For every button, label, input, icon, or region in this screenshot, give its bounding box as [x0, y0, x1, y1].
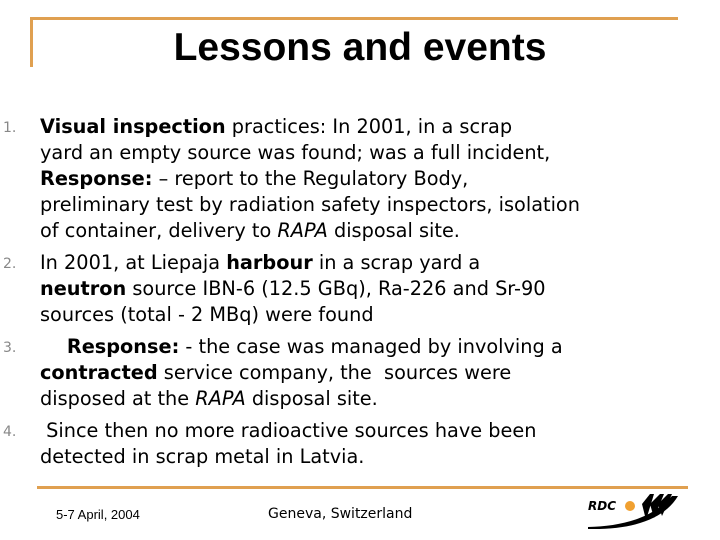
title-rule-top — [30, 17, 678, 20]
item-line: Response: – report to the Regulatory Body, — [40, 167, 469, 190]
item-line: Visual inspection practices: In 2001, in a scrap — [40, 115, 513, 138]
footer-location: Geneva, Switzerland — [268, 506, 413, 522]
svg-text:RDC: RDC — [588, 499, 617, 513]
item-number: 4. — [3, 424, 17, 440]
slide-title: Lessons and events — [173, 26, 547, 69]
item-line: yard an empty source was found; was a full incident, — [40, 141, 551, 164]
item-line: contracted service company, the sources were — [40, 361, 512, 384]
item-number: 1. — [3, 120, 17, 136]
item-line: Response: - the case was managed by involving a — [40, 335, 563, 358]
item-line: Since then no more radioactive sources have been — [40, 419, 537, 442]
item-line: In 2001, at Liepaja harbour in a scrap yard a — [40, 251, 481, 274]
item-line: detected in scrap metal in Latvia. — [40, 445, 365, 468]
rdc-logo — [580, 490, 680, 534]
footer-rule — [37, 486, 688, 489]
item-line: of container, delivery to RAPA disposal site. — [40, 219, 460, 242]
item-number: 2. — [3, 256, 17, 272]
item-line: disposed at the RAPA disposal site. — [40, 387, 378, 410]
item-number: 3. — [3, 340, 17, 356]
footer-date: 5-7 April, 2004 — [56, 507, 140, 522]
item-line: preliminary test by radiation safety inspectors, isolation — [40, 193, 580, 216]
item-line: neutron source IBN-6 (12.5 GBq), Ra-226 and Sr-90 — [40, 277, 546, 300]
item-line: sources (total - 2 MBq) were found — [40, 303, 374, 326]
